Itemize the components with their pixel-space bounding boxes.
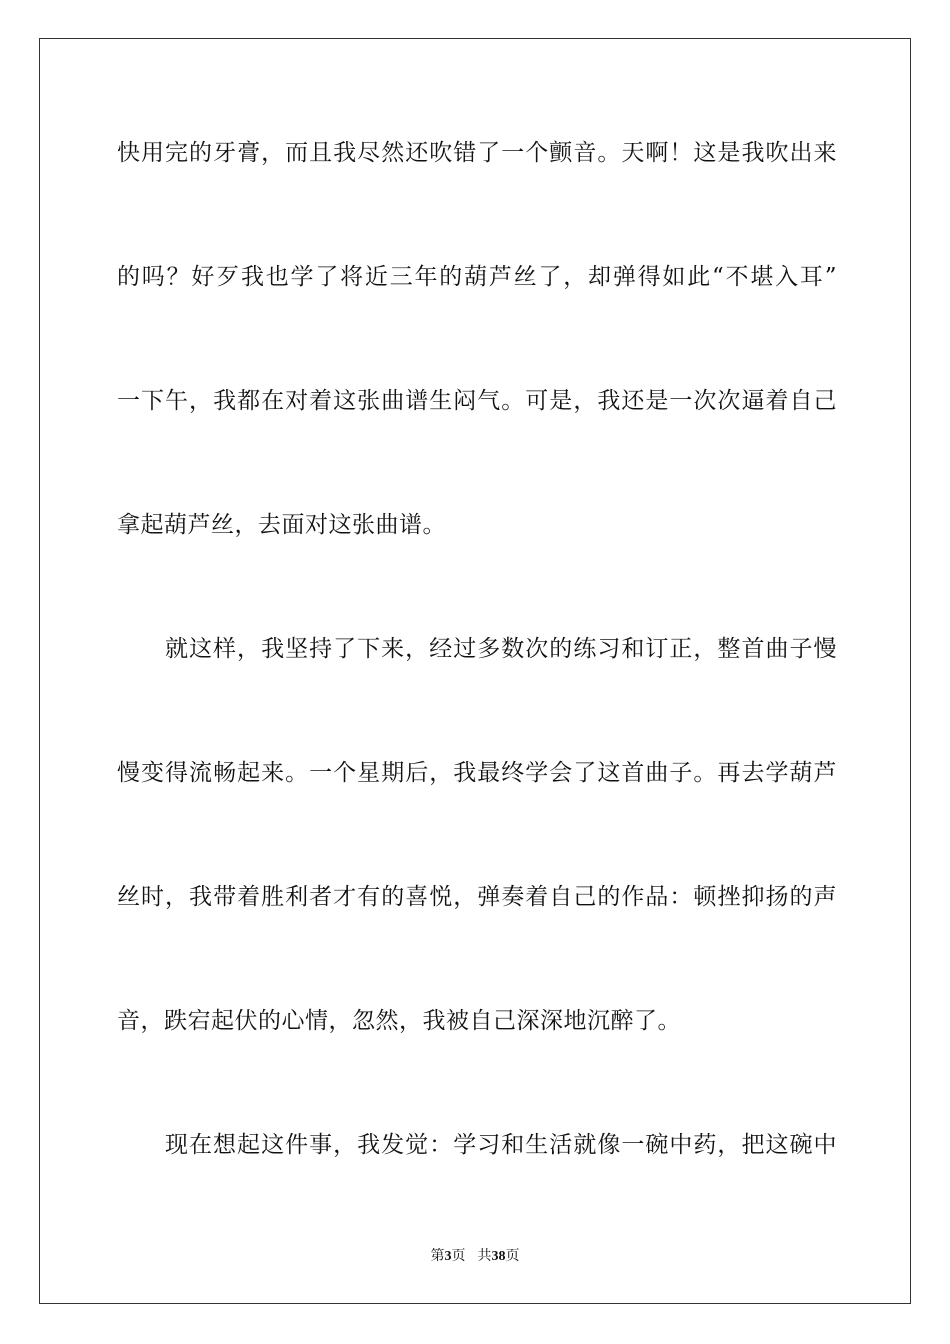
body-line-8: 音，跌宕起伏的心情，忽然，我被自己深深地沉醉了。 [117, 1008, 681, 1034]
body-line-7: 丝时，我带着胜利者才有的喜悦，弹奏着自己的作品：顿挫抑扬的声 [117, 884, 837, 910]
body-line-1: 快用完的牙膏，而且我尽然还吹错了一个颤音。天啊！这是我吹出来 [117, 140, 837, 166]
total-suffix: 页 [505, 1248, 520, 1264]
page-border [39, 38, 911, 1304]
body-line-2: 的吗？好歹我也学了将近三年的葫芦丝了，却弹得如此“不堪入耳” [117, 264, 837, 290]
page-prefix: 第 [430, 1248, 445, 1264]
body-line-5: 就这样，我坚持了下来，经过多数次的练习和订正，整首曲子慢 [165, 636, 837, 662]
total-pages: 38 [491, 1249, 506, 1264]
body-line-9: 现在想起这件事，我发觉：学习和生活就像一碗中药，把这碗中 [165, 1132, 837, 1158]
page-suffix: 页 [451, 1248, 466, 1264]
body-line-3: 一下午，我都在对着这张曲谱生闷气。可是，我还是一次次逼着自己 [117, 388, 837, 414]
body-line-6: 慢变得流畅起来。一个星期后，我最终学会了这首曲子。再去学葫芦 [117, 760, 837, 786]
total-prefix: 共 [477, 1248, 492, 1264]
page-number: 3 [444, 1249, 452, 1264]
page-footer [0, 1247, 950, 1266]
body-line-4: 拿起葫芦丝，去面对这张曲谱。 [117, 512, 446, 538]
